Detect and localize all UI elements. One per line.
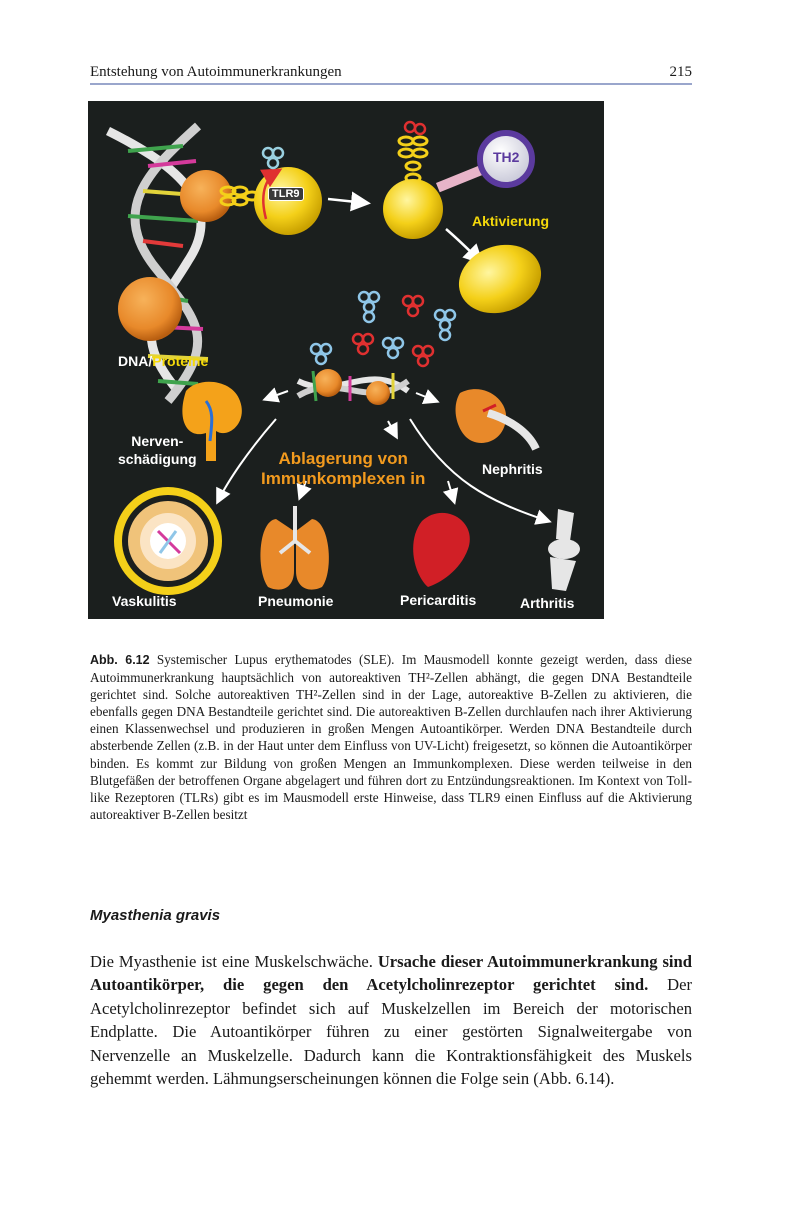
- header-rule: [90, 83, 692, 85]
- nephritis-label: Nephritis: [482, 461, 543, 477]
- protein-blob-top: [180, 170, 232, 222]
- bcr-receptor: [399, 137, 427, 182]
- arthritis-label: Arthritis: [520, 595, 575, 611]
- section-heading: Myasthenia gravis: [90, 907, 221, 924]
- body-paragraph: [90, 950, 692, 1090]
- caption-text: Systemischer Lupus erythematodes (SLE). Im Mausmodell konnte gezeigt werden, dass diese Autoimmunerkrankung hauptsächlich von autoreaktiven TH²-Zellen abhängt, die gegen DNA Bestandteile gerichtet sind. Solche autoreaktiven TH²-Zellen sind in der Lage, autoreaktive B-Zellen zu aktivieren, die ebenfalls gegen DNA Bestandteile gerichtet sind. Die autoreaktiven B-Zellen durchlaufen nach ihrer Aktivierung einen Klassenwechsel und produzieren in großen Mengen Autoantikörper. Werden DNA Bestandteile durch absterbende Zellen (z.B. in der Haut unter dem Einfluss von UV-Licht) freigesetzt, so können die Autoantikörper binden. Es kommt zur Bildung von großen Mengen an Immunkomplexen. Diese werden teilweise in den Blutgefäßen der betroffenen Organe abgelagert und führen dort zu Entzündungsreaktionen. Im Kontext von Toll-like Rezeptoren (TLRs) gibt es im Mausmodell erste Hinweise, dass TLR9 einen Einfluss auf die Aktivierung autoreaktiver B-Zellen besitzt: [90, 652, 692, 822]
- activated-b-cell: [383, 179, 443, 239]
- ablagerung-line1: Ablagerung von: [278, 449, 408, 468]
- kidney-icon: [456, 389, 536, 449]
- running-head-title: Entstehung von Autoimmunerkrankungen: [90, 64, 342, 80]
- vaskulitis-label: Vaskulitis: [112, 593, 177, 609]
- nerven-label: [118, 432, 197, 468]
- knee-joint-icon: [548, 509, 580, 591]
- lungs-icon: [260, 506, 328, 590]
- small-antibody-top: [263, 148, 283, 168]
- arrow-to-activation: [328, 199, 366, 203]
- body-rest: Der Acetylcholinrezeptor befindet sich auf Muskelzellen im Bereich der motorischen Endplatte. Die Autoantikörper führen zu einer gestörten Signalweitergabe von Nervenzelle an Muskelzelle. Dadurch kann die Kontraktionsfähigkeit des Muskels gehemmt werden. Lähmungserscheinungen können die Folge sein (Abb. 6.14).: [90, 975, 692, 1089]
- ablagerung-line2: Immunkomplexen in: [261, 469, 426, 488]
- immune-complex: [298, 369, 408, 405]
- protein-blob-bottom: [118, 277, 182, 341]
- tlr9-label: TLR9: [268, 187, 304, 201]
- pericarditis-label: Pericarditis: [400, 592, 477, 608]
- blood-vessel-icon: [118, 491, 218, 591]
- proteine-text: Proteine: [152, 353, 209, 369]
- body-bold-statement: Ursache dieser Autoimmunerkrankung sind Autoantikörper, die gegen den Acetylcholinrezeptor gerichtet sind.: [90, 952, 692, 995]
- body-intro: Die Myasthenie ist eine Muskelschwäche.: [90, 952, 378, 971]
- pneumonie-label: Pneumonie: [258, 593, 334, 609]
- autoantibodies: [311, 292, 455, 366]
- ablagerung-label: [261, 449, 425, 489]
- sle-figure: [88, 101, 604, 619]
- caption-label: Abb. 6.12: [90, 653, 150, 667]
- heart-icon: [413, 513, 470, 587]
- figure-caption: [90, 651, 692, 823]
- nerven-line1: Nerven-: [131, 433, 184, 449]
- page-number: 215: [669, 64, 692, 80]
- th2-label: TH2: [493, 149, 520, 165]
- dna-text: DNA/: [118, 353, 153, 369]
- aktivierung-label: Aktivierung: [472, 213, 550, 229]
- nerven-line2: schädigung: [118, 451, 197, 467]
- running-head: [90, 62, 692, 82]
- dna-label: [118, 353, 208, 369]
